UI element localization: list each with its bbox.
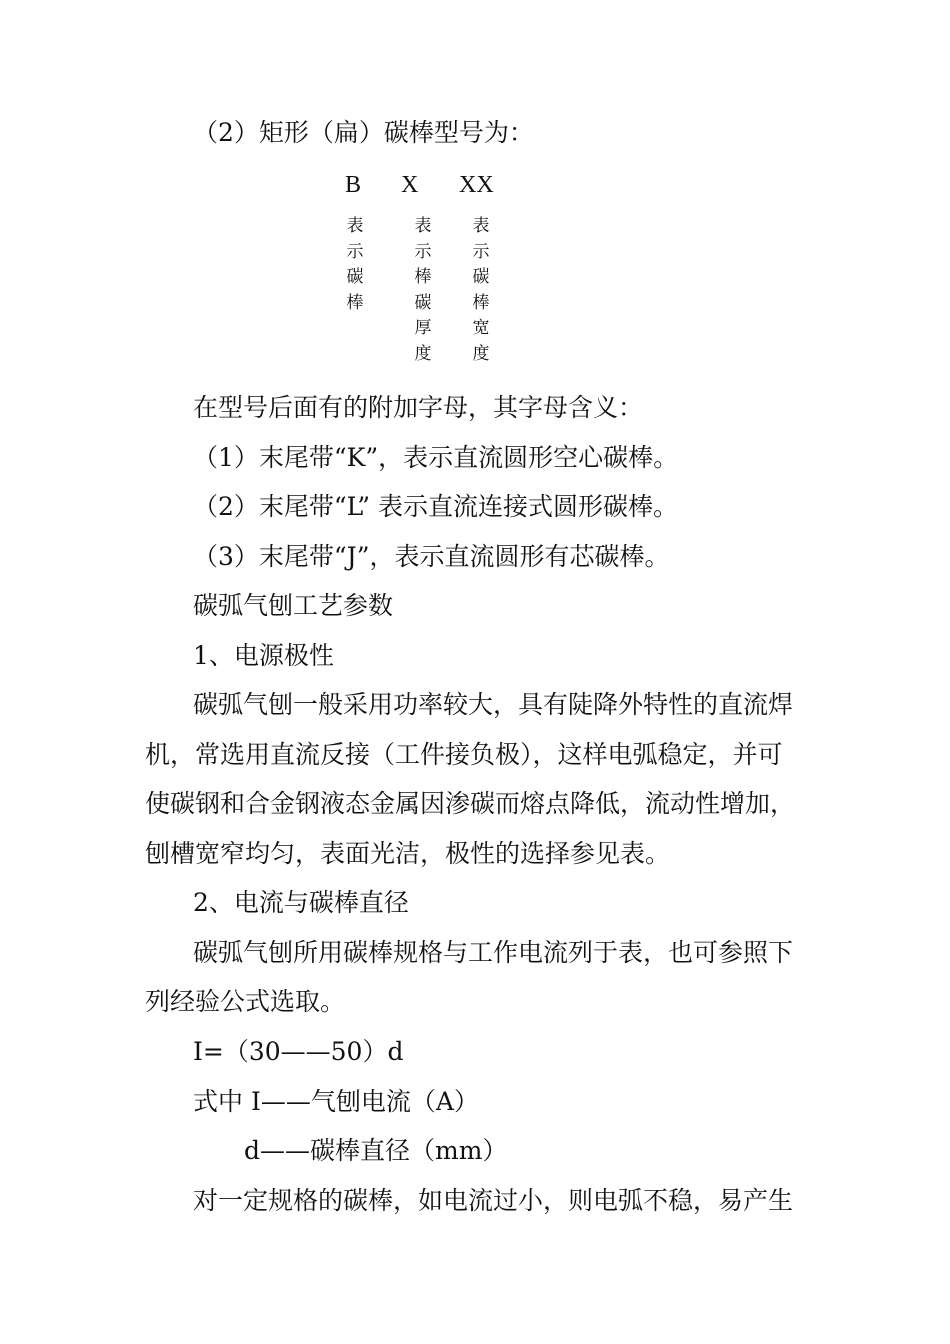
code-meaning-rod	[344, 214, 366, 316]
meaning-char: 度	[472, 343, 490, 364]
meaning-char: 碳	[472, 267, 490, 287]
meaning-char: 表	[346, 216, 364, 236]
paragraph-line: 列经验公式选取。	[145, 987, 346, 1016]
meaning-char: 宽	[472, 318, 490, 338]
paragraph-line: 碳弧气刨所用碳棒规格与工作电流列于表，也可参照下	[193, 938, 794, 967]
meaning-char: 示	[414, 241, 432, 262]
suffix-item-j: （3）末尾带“J”，表示直流圆形有芯碳棒。	[193, 542, 670, 571]
section-title: 碳弧气刨工艺参数	[193, 591, 394, 620]
model-code-b: B	[345, 172, 362, 198]
meaning-char: 度	[414, 343, 432, 364]
paragraph-line: 使碳钢和合金钢液态金属因渗碳而熔点降低，流动性增加，	[145, 789, 796, 818]
meaning-char: 棒	[346, 292, 364, 313]
formula-where-d: d——碳棒直径（mm）	[244, 1136, 508, 1165]
meaning-char: 示	[472, 241, 490, 262]
meaning-char: 表	[414, 216, 432, 236]
item1-title: 1、电源极性	[193, 641, 334, 670]
paragraph-line: 机，常选用直流反接（工件接负极），这样电弧稳定，并可	[145, 740, 783, 769]
meaning-char: 表	[472, 216, 490, 236]
formula-where-i: 式中 I——气刨电流（A）	[193, 1087, 479, 1116]
meaning-char: 碳	[414, 292, 432, 313]
code-meaning-thickness	[412, 214, 434, 367]
meaning-char: 棒	[472, 292, 490, 313]
rect-rod-heading: （2）矩形（扁）碳棒型号为：	[193, 118, 534, 147]
formula: I=（30——50）d	[193, 1037, 404, 1066]
suffix-intro: 在型号后面有的附加字母，其字母含义：	[193, 393, 644, 422]
code-meaning-width	[470, 214, 492, 367]
paragraph-line: 对一定规格的碳棒，如电流过小，则电弧不稳，易产生	[193, 1186, 794, 1215]
meaning-char: 棒	[414, 267, 432, 287]
item2-title: 2、电流与碳棒直径	[193, 888, 409, 917]
suffix-item-l: （2）末尾带“L” 表示直流连接式圆形碳棒。	[193, 492, 679, 521]
paragraph-line: 碳弧气刨一般采用功率较大，具有陡降外特性的直流焊	[193, 690, 794, 719]
model-code-x: X	[401, 172, 419, 198]
paragraph-line: 刨槽宽窄均匀，表面光洁，极性的选择参见表。	[145, 839, 671, 868]
meaning-char: 厚	[414, 318, 432, 338]
meaning-char: 示	[346, 241, 364, 262]
model-code-xx: XX	[459, 172, 494, 198]
suffix-item-k: （1）末尾带“K”，表示直流圆形空心碳棒。	[193, 443, 679, 472]
meaning-char: 碳	[346, 267, 364, 287]
